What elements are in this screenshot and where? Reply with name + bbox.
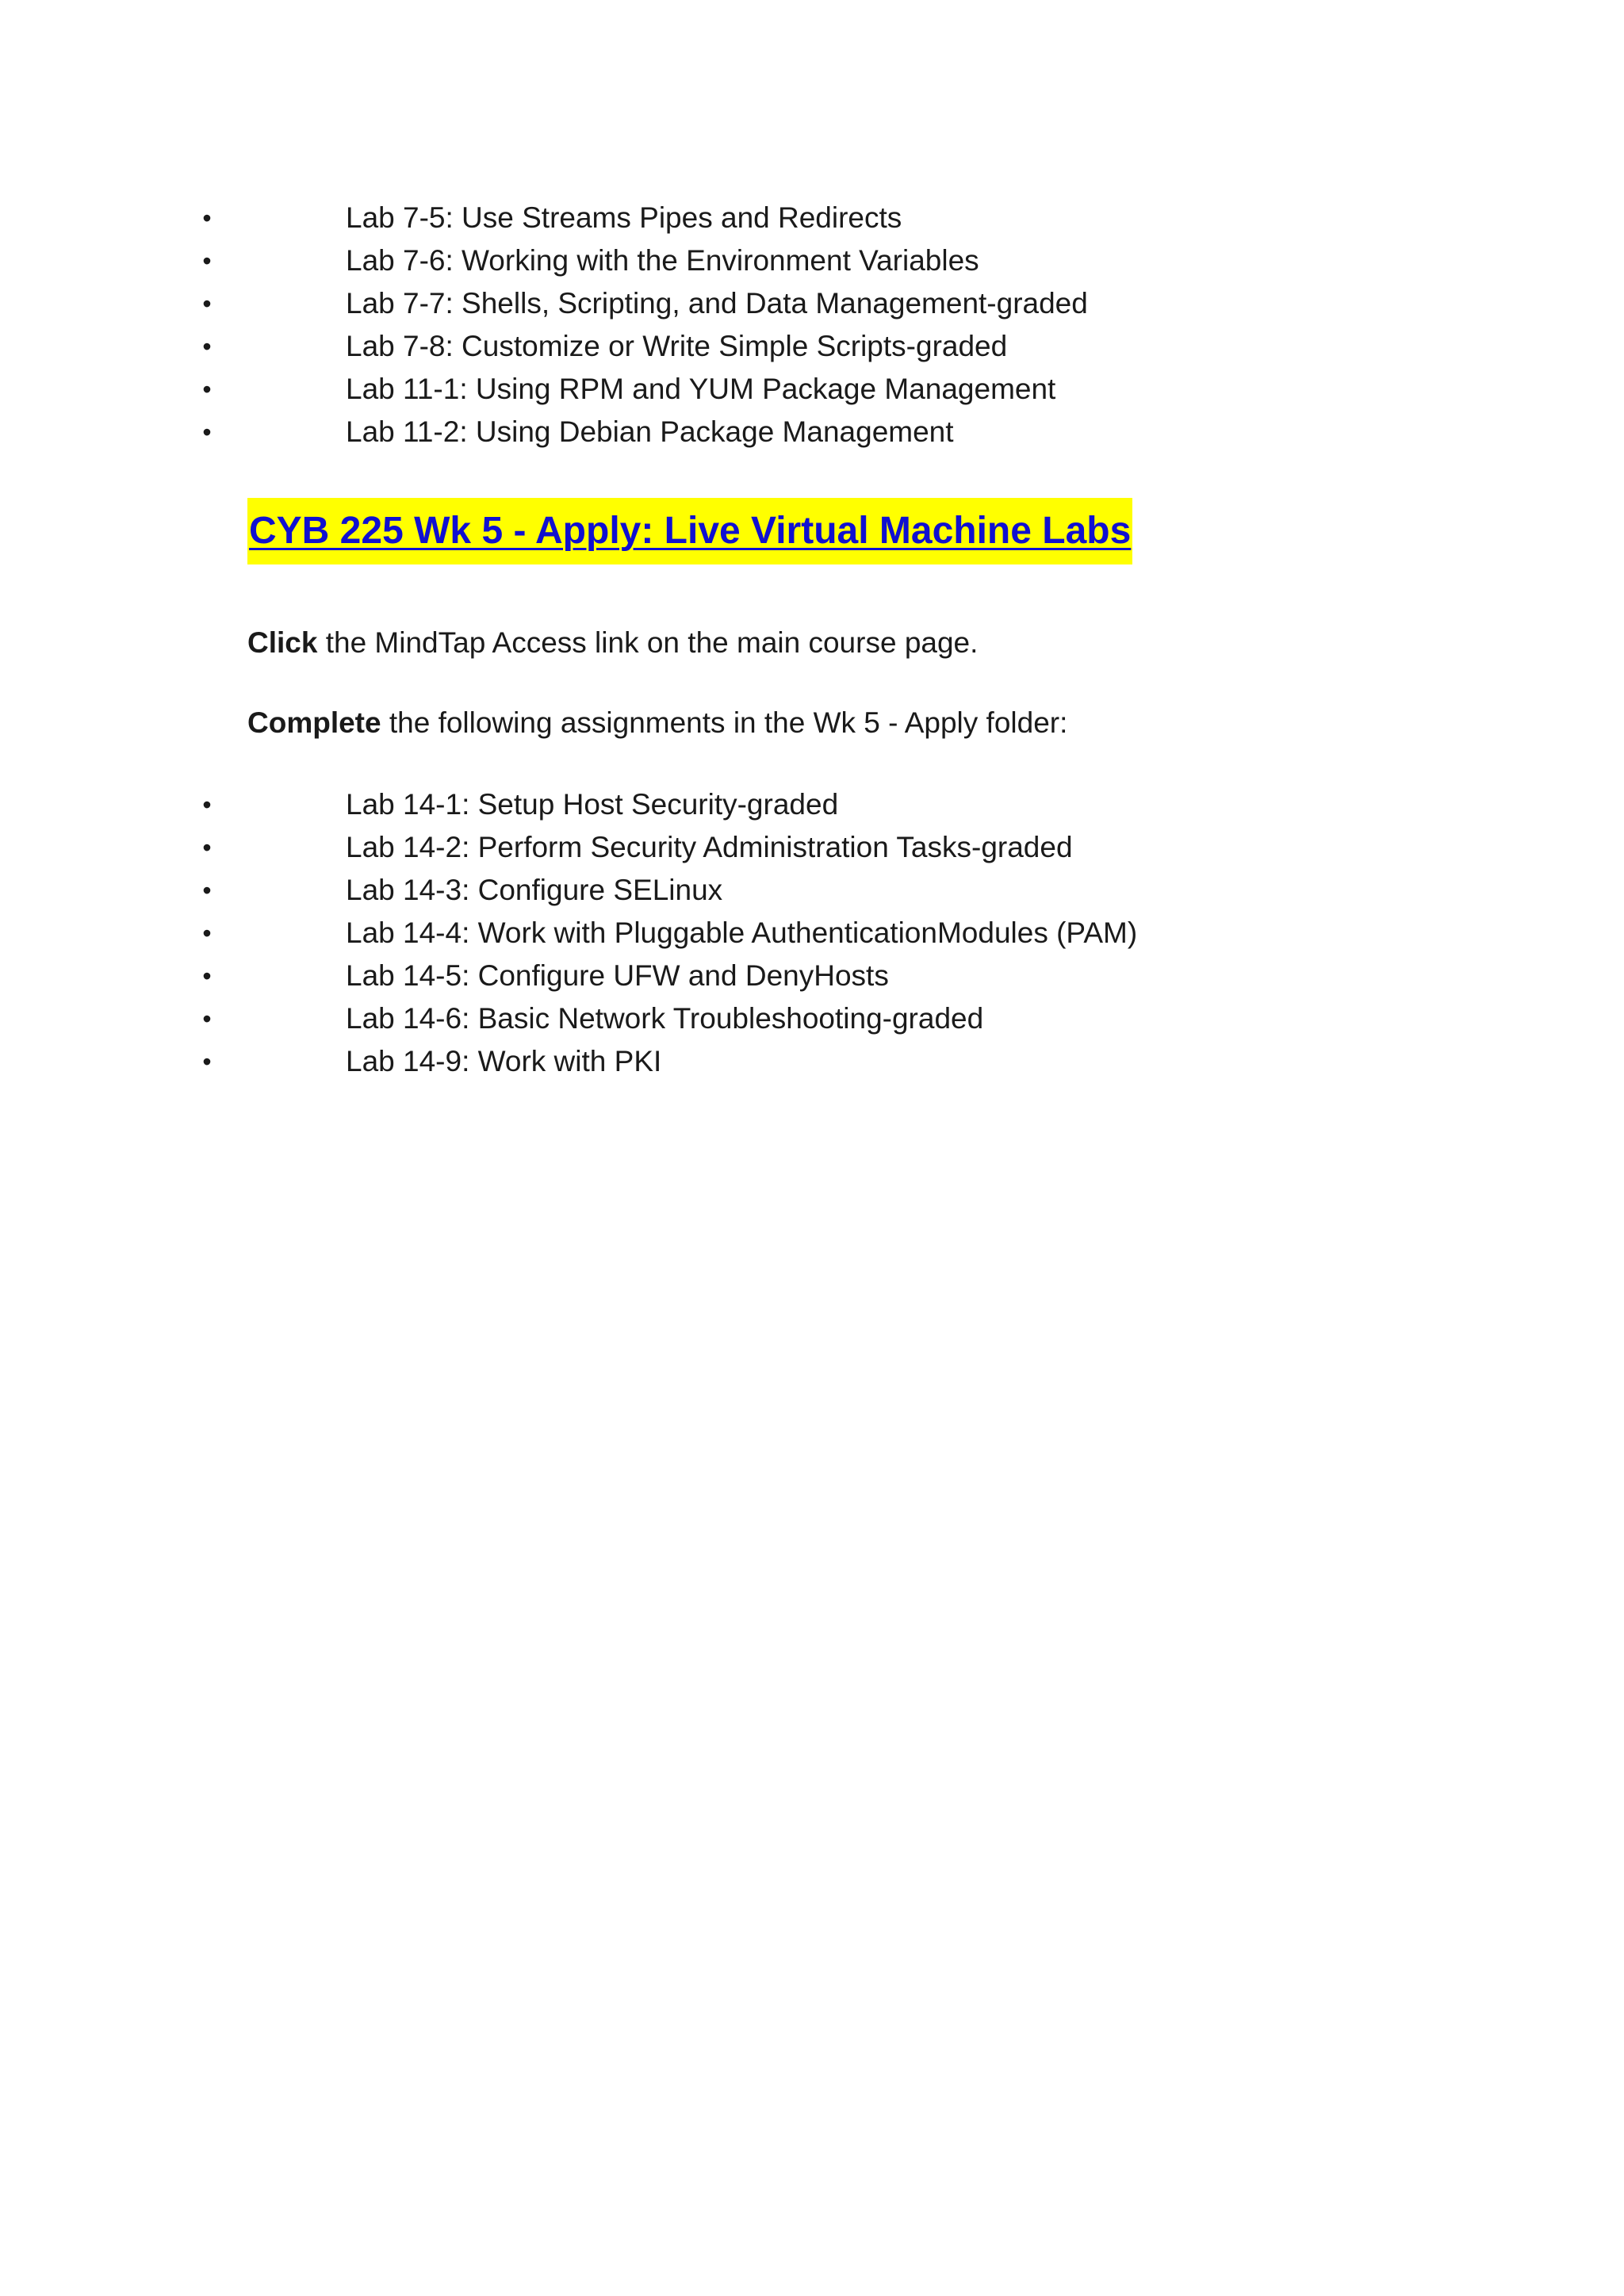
bullet-icon: •: [202, 1047, 212, 1076]
list-item: [0, 826, 1624, 869]
list-item: [0, 783, 1624, 826]
bullet-icon: •: [202, 289, 212, 318]
lab-item-text: Lab 7-8: Customize or Write Simple Scripts-graded: [346, 330, 1008, 362]
lab-item-text: Lab 14-5: Configure UFW and DenyHosts: [346, 959, 889, 992]
bullet-icon: •: [202, 418, 212, 446]
lab-item-text: Lab 7-7: Shells, Scripting, and Data Management-graded: [346, 287, 1088, 320]
bullet-icon: •: [202, 375, 212, 404]
lab-item-text: Lab 14-4: Work with Pluggable AuthenticationModules (PAM): [346, 916, 1138, 949]
bullet-icon: •: [202, 876, 212, 905]
list-item: [0, 282, 1624, 325]
lab-item-text: Lab 7-6: Working with the Environment Variables: [346, 244, 979, 277]
lab-item-text: Lab 14-3: Configure SELinux: [346, 874, 723, 906]
lab-list-bottom: [0, 783, 1624, 1083]
list-item: [0, 239, 1624, 282]
list-item: [0, 869, 1624, 912]
lab-item-text: Lab 11-1: Using RPM and YUM Package Management: [346, 373, 1056, 405]
lab-item-text: Lab 14-6: Basic Network Troubleshooting-graded: [346, 1002, 984, 1035]
list-item: [0, 997, 1624, 1040]
bullet-icon: •: [202, 833, 212, 862]
instruction-click-bold: Click: [247, 626, 318, 659]
instruction-complete-text: the following assignments in the Wk 5 - Apply folder:: [381, 706, 1068, 739]
lab-list-top: [0, 197, 1624, 453]
list-item: [0, 912, 1624, 955]
lab-item-text: Lab 14-2: Perform Security Administration Tasks-graded: [346, 831, 1073, 863]
instruction-complete: [247, 702, 1067, 744]
lab-item-text: Lab 7-5: Use Streams Pipes and Redirects: [346, 201, 902, 234]
lab-item-text: Lab 14-1: Setup Host Security-graded: [346, 788, 839, 821]
list-item: [0, 368, 1624, 411]
section-heading-link[interactable]: CYB 225 Wk 5 - Apply: Live Virtual Machine Labs: [247, 498, 1132, 564]
bullet-icon: •: [202, 204, 212, 232]
bullet-icon: •: [202, 332, 212, 361]
list-item: [0, 411, 1624, 453]
list-item: [0, 1040, 1624, 1083]
list-item: [0, 197, 1624, 239]
list-item: [0, 325, 1624, 368]
instruction-click-text: the MindTap Access link on the main course page.: [317, 626, 979, 659]
lab-item-text: Lab 14-9: Work with PKI: [346, 1045, 662, 1077]
bullet-icon: •: [202, 790, 212, 819]
instruction-click: [247, 622, 978, 664]
list-item: [0, 955, 1624, 997]
lab-item-text: Lab 11-2: Using Debian Package Management: [346, 415, 954, 448]
instruction-complete-bold: Complete: [247, 706, 381, 739]
bullet-icon: •: [202, 247, 212, 275]
bullet-icon: •: [202, 919, 212, 947]
bullet-icon: •: [202, 1004, 212, 1033]
bullet-icon: •: [202, 962, 212, 990]
